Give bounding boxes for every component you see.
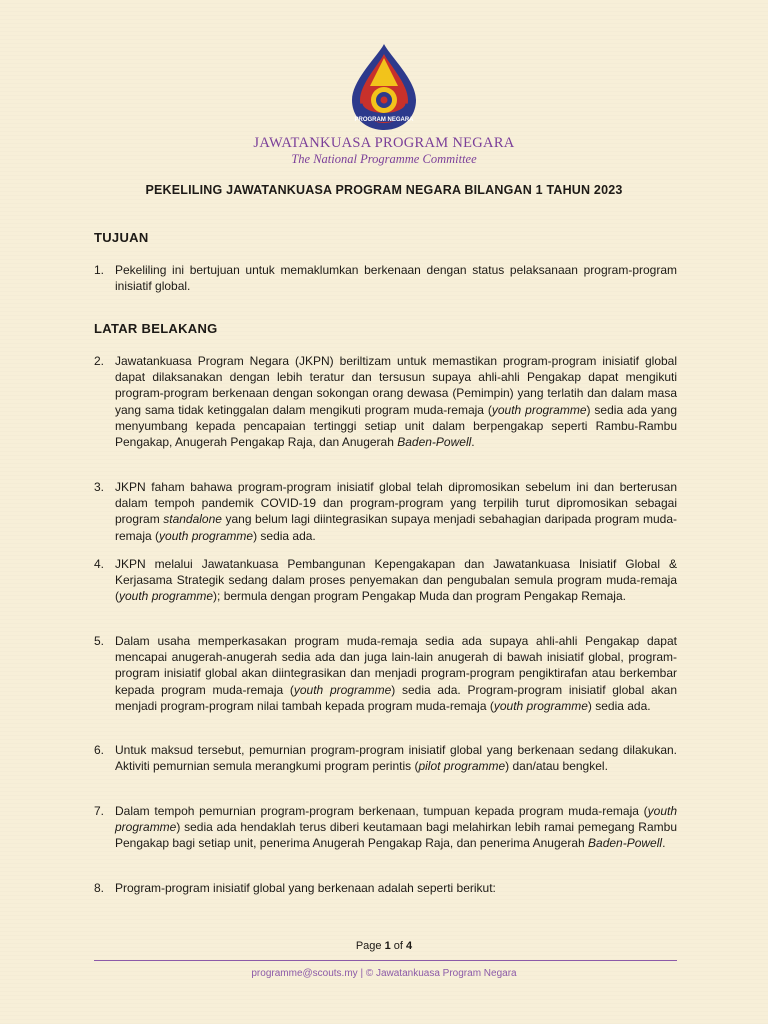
org-subtitle: The National Programme Committee [291,152,477,166]
section-heading-latar-belakang: LATAR BELAKANG [94,321,218,336]
document-title: PEKELILING JAWATANKUASA PROGRAM NEGARA BILANGAN 1 TAHUN 2023 [145,183,623,197]
paragraph-number: 2. [94,354,105,368]
paragraph-1 [94,262,677,294]
paragraph-8 [94,880,677,896]
paragraph-5 [94,633,677,714]
page-label: Page [355,940,382,952]
paragraph-text: JKPN melalui Jawatankuasa Pembangunan Kepengakapan dan Jawatankuasa Inisiatif Global & Kerjasama Strategik sedang dalam proses penyemakan dan pengubalan semula program muda-remaja (youth programme); bermula dengan program Pengakap Muda dan program Pengakap Remaja. [115,557,677,604]
paragraph-number: 6. [94,743,105,757]
footer-divider [94,960,677,961]
paragraph-4 [94,556,677,605]
paragraph-2 [94,353,677,450]
logo-text: PROGRAM NEGARA [354,117,414,123]
paragraph-text: Program-program inisiatif global yang berkenaan adalah seperti berikut: [115,881,496,895]
footer-contact: programme@scouts.my | © Jawatankuasa Program Negara [251,968,517,979]
paragraph-text: Pekeliling ini bertujuan untuk memaklumkan berkenaan dengan status pelaksanaan program-program inisiatif global. [115,263,677,294]
paragraph-6 [94,742,677,774]
paragraph-text: Dalam usaha memperkasakan program muda-remaja sedia ada supaya ahli-ahli Pengakap dapat mencapai anugerah-anugerah sedia ada dan juga lain-lain anugerah di bawah inisiatif global, program-program inisiatif global akan diintegrasikan dan menjadi program-program pengiktirafan atau berkembar kepada program muda-remaja (youth programme) sedia ada. Program-program inisiatif global akan menjadi program-program nilai tambah kepada program muda-remaja (youth programme) sedia ada. [115,634,678,713]
page-of: of [393,940,403,952]
paragraph-text: Dalam tempoh pemurnian program-program berkenaan, tumpuan kepada program muda-remaja (youth programme) sedia ada hendaklah terus diberi keutamaan bagi melahirkan lebih ramai pemegang Rambu Pengakap bagi setiap unit, penerima Anugerah Pengakap Raja, dan penerima Anugerah Baden-Powell. [115,804,677,851]
paragraph-number: 3. [94,480,105,494]
page-total: 4 [406,940,413,952]
paragraph-text: JKPN faham bahawa program-program inisiatif global telah dipromosikan sebelum ini dan berterusan dalam tempoh pandemik COVID-19 dan program-program yang terpilih turut dipromosikan sebagai program standalone yang belum lagi diintegrasikan supaya menjadi sebahagian daripada program muda-remaja (youth programme) sedia ada. [115,480,677,543]
org-name: JAWATANKUASA PROGRAM NEGARA [253,135,515,151]
paragraph-text: Jawatankuasa Program Negara (JKPN) beriltizam untuk memastikan program-program inisiatif global dapat dilaksanakan dengan lebih teratur dan tersusun supaya ahli-ahli Pengakap dapat mengikuti program-program berkenaan dengan sokongan orang dewasa (Pemimpin) yang terlatih dan dalam masa yang sama tidak ketinggalan dalam mengikuti program muda-remaja (youth programme) sedia ada yang menyumbang kepada pencapaian tertinggi setiap unit dalam berpengakap seperti Rambu-Rambu Pengakap, Anugerah Pengakap Raja, dan Anugerah Baden-Powell. [115,354,678,450]
page-current: 1 [384,940,391,952]
paragraph-number: 1. [94,263,105,277]
paragraph-number: 7. [94,804,105,818]
page-number [0,940,768,952]
section-heading-tujuan: TUJUAN [94,230,149,245]
paragraph-text: Untuk maksud tersebut, pemurnian program-program inisiatif global yang berkenaan sedang dilakukan. Aktiviti pemurnian semula merangkumi program perintis (pilot programme) dan/atau bengkel. [115,743,677,774]
paragraph-number: 5. [94,634,105,648]
paragraph-7 [94,803,677,852]
paragraph-3 [94,479,677,544]
paragraph-number: 4. [94,557,105,571]
paragraph-number: 8. [94,881,105,895]
program-negara-logo [346,42,422,132]
